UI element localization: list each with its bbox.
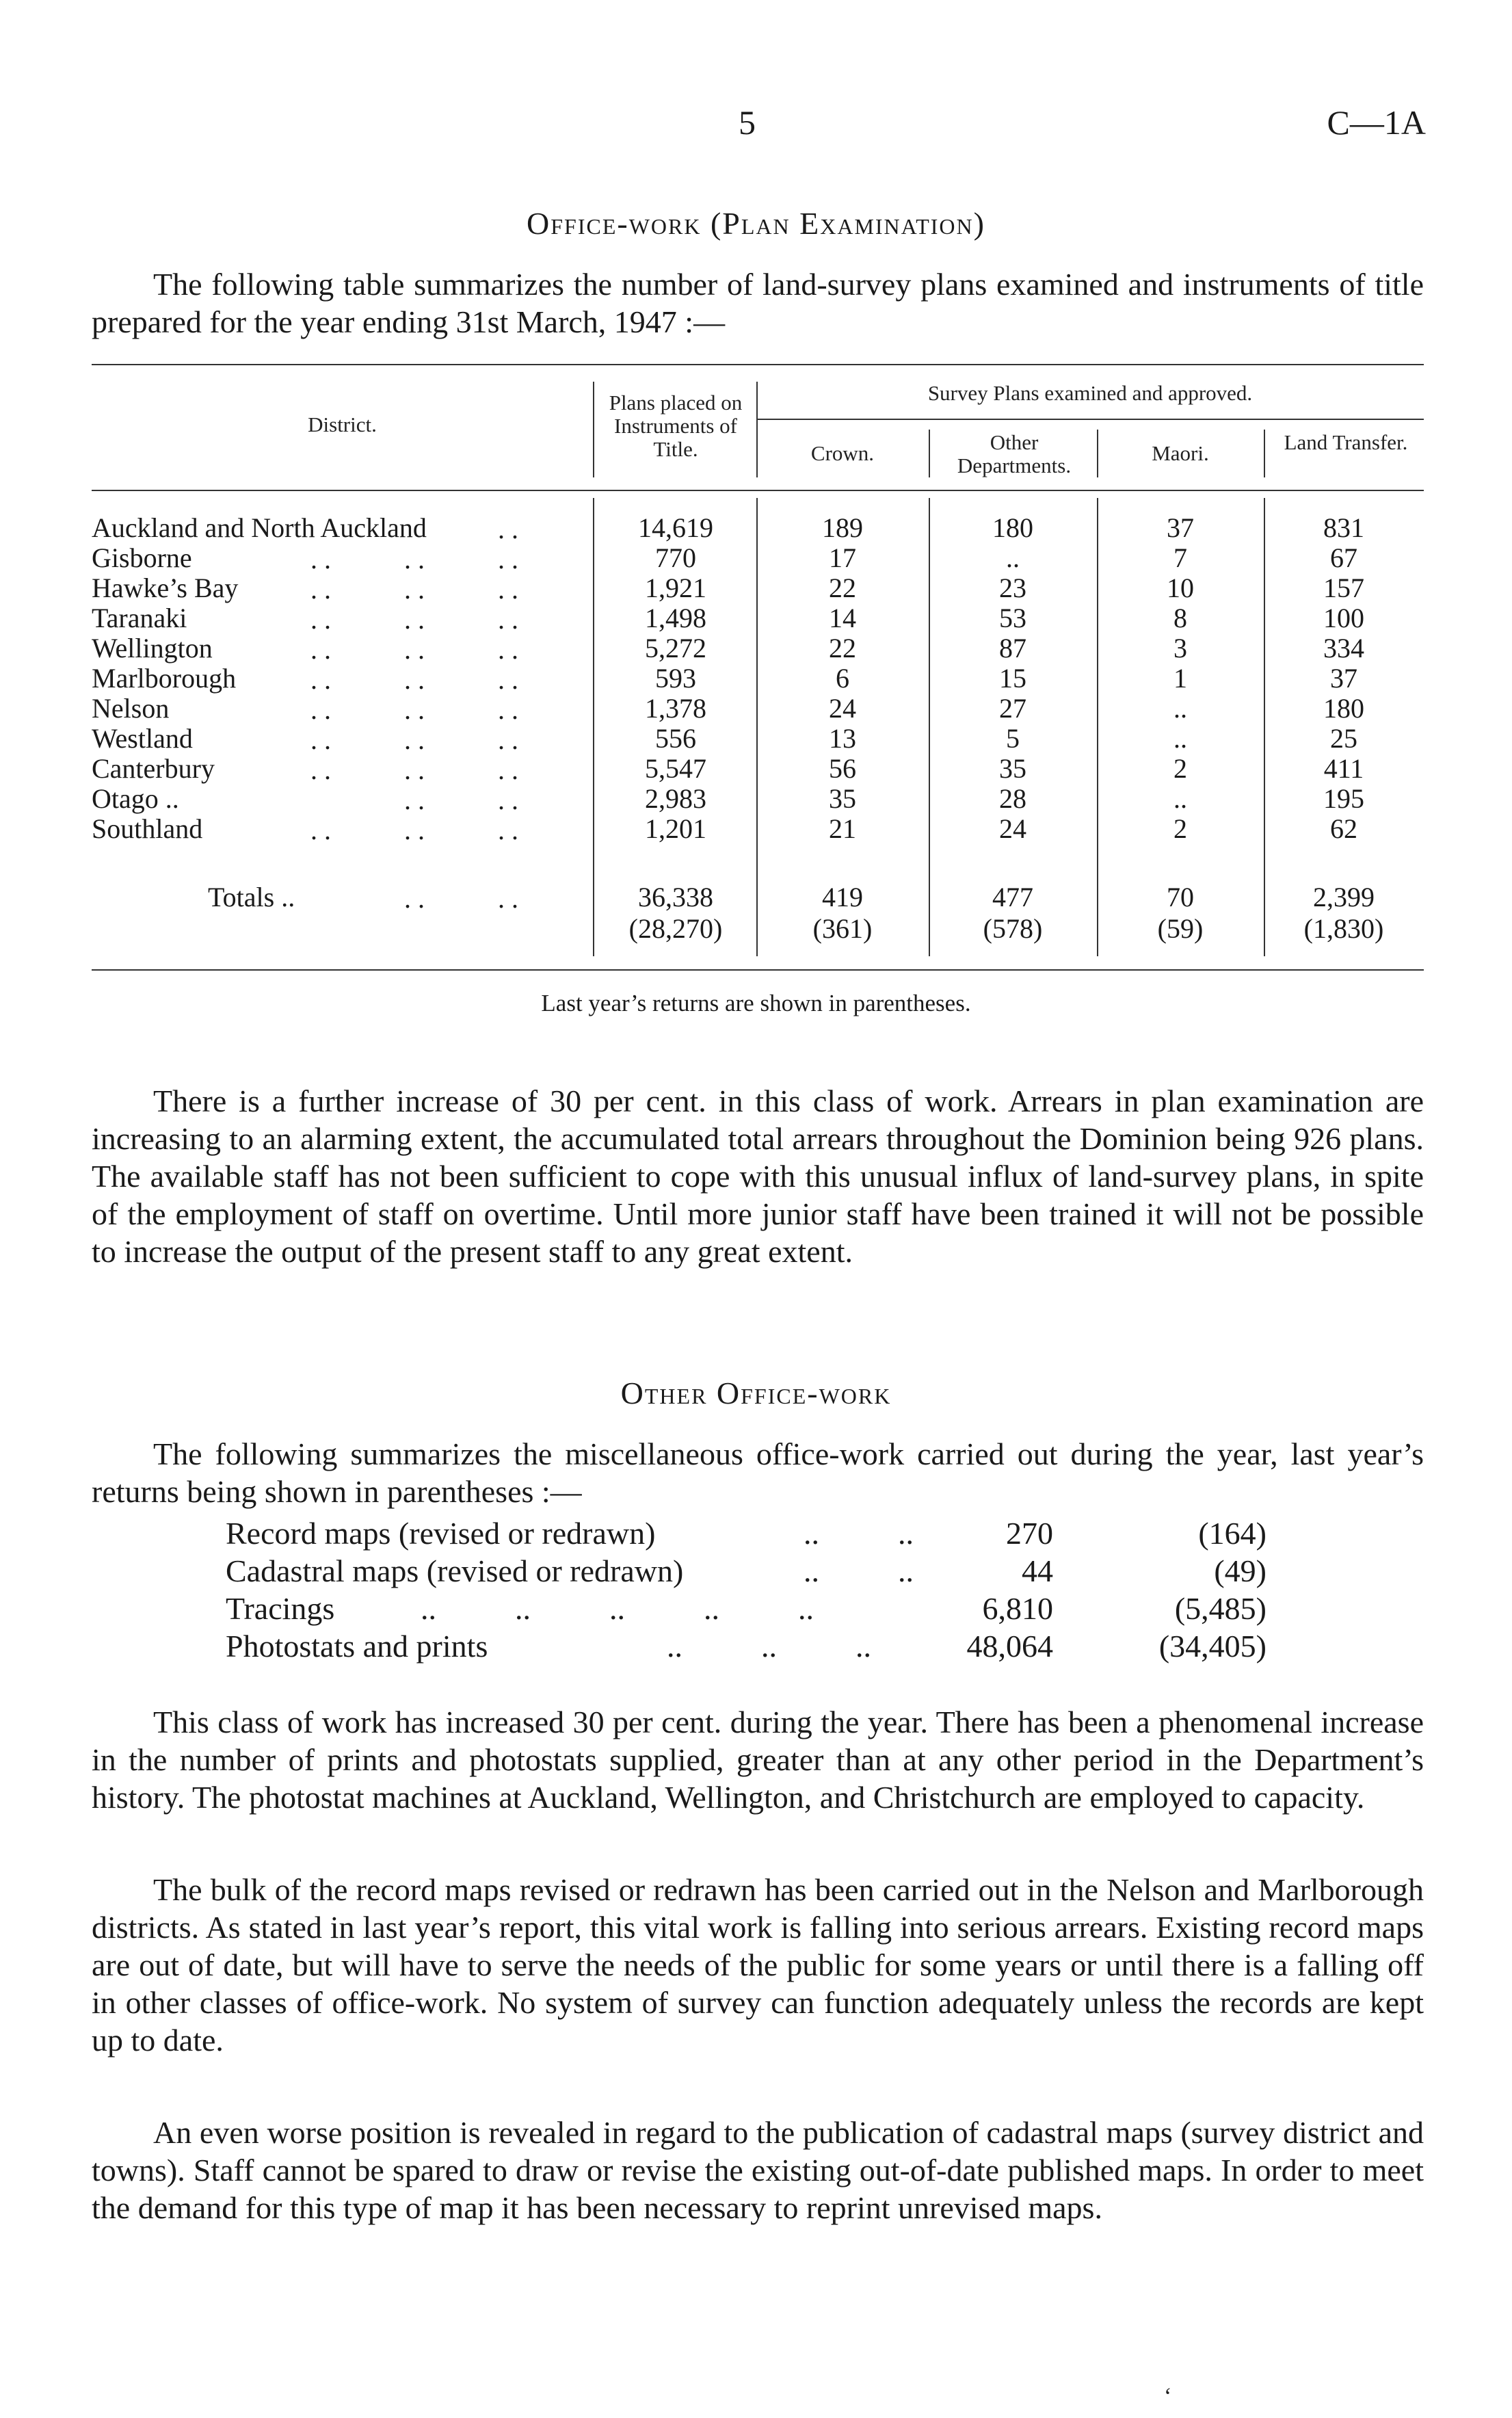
leader-dots-a: . . [310, 604, 331, 635]
summary-leader-dots: .. .. [804, 1553, 914, 1588]
office-work-summary [226, 1515, 1320, 1666]
leader-dots-a: . . [310, 574, 331, 605]
leader-dots-c: . . [498, 544, 518, 575]
cell-crown: 13 [829, 723, 856, 754]
district-name: Canterbury [92, 753, 215, 784]
col-rule-1-body [593, 498, 594, 956]
cell-crown: 56 [829, 753, 856, 784]
cell-land-transfer: 180 [1323, 693, 1364, 724]
header-land-transfer: Land Transfer. [1284, 430, 1408, 454]
cell-land-transfer: 334 [1323, 633, 1364, 663]
cell-crown: 21 [829, 813, 856, 844]
totals-label: Totals .. [208, 882, 295, 912]
header-crown: Crown. [810, 441, 875, 465]
cell-plans: 770 [655, 542, 696, 573]
leader-dots-c: . . [498, 785, 518, 815]
cell-other: 15 [999, 663, 1026, 694]
table-bottom-rule [92, 969, 1424, 971]
previous-total-other: (578) [983, 913, 1043, 944]
total-maori: 70 [1167, 882, 1194, 912]
paragraph-arrears: There is a further increase of 30 per cent. in this class of work. Arrears in plan examination are increasing to an alarming extent, the accumulated total arrears throughout the Dominion being 926 plans. The available staff has not been sufficient to cope with this unusual influx of land-survey plans, in spite of the employment of staff on overtime. Until more junior staff have been trained it will not be possible to increase the output of the present staff to any great extent. [92, 1083, 1424, 1269]
summary-value: 270 [1006, 1516, 1053, 1551]
summary-value: 6,810 [982, 1591, 1053, 1626]
cell-land-transfer: 157 [1323, 573, 1364, 603]
cell-crown: 189 [822, 512, 863, 543]
cell-plans: 1,921 [645, 573, 706, 603]
cell-land-transfer: 62 [1330, 813, 1357, 844]
leader-dots-a: . . [310, 664, 331, 695]
section-title-other-office-work: Other Office-work [620, 1376, 892, 1410]
col-rule-5-header [1264, 430, 1265, 477]
previous-total-crown: (361) [812, 913, 873, 944]
district-name: Gisborne [92, 542, 192, 573]
district-name: Taranaki [92, 603, 187, 633]
header-other-departments: Other Departments. [957, 430, 1072, 477]
cell-maori: 2 [1173, 813, 1187, 844]
cell-other: 87 [999, 633, 1026, 663]
leader-dots-b: . . [404, 694, 425, 725]
cell-plans: 1,498 [645, 603, 706, 633]
summary-row [226, 1553, 1320, 1590]
table-header-rule [92, 490, 1424, 491]
cell-maori: .. [1173, 693, 1187, 724]
summary-list [226, 1515, 1320, 1666]
header-plans-placed: Plans placed on Instruments of Title. [609, 391, 743, 461]
paragraph-photostats: This class of work has increased 30 per cent. during the year. There has been a phenomenal increase in the number of prints and photostats supplied, greater than at any other period in the Department’s history. The photostat machines at Auckland, Wellington, and Christchurch are employed to capacity. [92, 1705, 1424, 1815]
leader-dots-a: . . [310, 544, 331, 575]
cell-plans: 1,378 [645, 693, 706, 724]
district-name: Marlborough [92, 663, 237, 694]
cell-maori: 2 [1173, 753, 1187, 784]
cell-plans: 556 [655, 723, 696, 754]
section1-intro: The following table summarizes the number of land-survey plans examined and instruments of title prepared for the year ending 31st March, 1947 :— [92, 267, 1424, 339]
leader-dots-b: . . [404, 604, 425, 635]
district-name: Wellington [92, 633, 213, 663]
cell-crown: 6 [836, 663, 849, 694]
summary-leader-dots: .. .. .. [667, 1629, 871, 1664]
leader-dots-a: . . [310, 634, 331, 665]
cell-maori: 10 [1167, 573, 1194, 603]
cell-crown: 22 [829, 573, 856, 603]
leader-dots-b: . . [404, 664, 425, 695]
summary-row [226, 1515, 1320, 1553]
total-other: 477 [992, 882, 1033, 912]
paragraph-record-maps: The bulk of the record maps revised or redrawn has been carried out in the Nelson and Marlborough districts. As stated in last year’s report, this vital work is falling into serious arrears. Existing record maps are out of date, but will have to serve the needs of the public for some years or until there is a falling off in other classes of office-work. No system of survey can function adequately unless the records are kept up to date. [92, 1872, 1424, 2058]
leader-dots-b: . . [404, 785, 425, 815]
leader-dots-a: . . [310, 724, 331, 755]
summary-previous-value: (34,405) [1158, 1629, 1266, 1664]
cell-land-transfer: 831 [1323, 512, 1364, 543]
cell-plans: 2,983 [645, 783, 706, 814]
cell-land-transfer: 67 [1330, 542, 1357, 573]
leader-dots-c: . . [498, 815, 518, 845]
leader-dots-c: . . [498, 664, 518, 695]
leader-dots-a: . . [310, 815, 331, 845]
cell-other: 23 [999, 573, 1026, 603]
cell-maori: .. [1173, 783, 1187, 814]
cell-land-transfer: 195 [1323, 783, 1364, 814]
leader-dots-c: . . [498, 724, 518, 755]
district-name: Westland [92, 723, 193, 754]
cell-other: 180 [992, 512, 1033, 543]
leader-dots: . . [498, 514, 518, 544]
cell-plans: 593 [655, 663, 696, 694]
leader-dots-b: . . [404, 574, 425, 605]
cell-crown: 17 [829, 542, 856, 573]
cell-maori: .. [1173, 723, 1187, 754]
cell-other: 53 [999, 603, 1026, 633]
col-rule-3-header [929, 430, 930, 477]
summary-leader-dots: .. .. [804, 1516, 914, 1551]
leader-dots-a: . . [310, 754, 331, 785]
series-code: C—1A [1327, 103, 1426, 142]
summary-label: Tracings [226, 1591, 335, 1626]
header-survey-group: Survey Plans examined and approved. [927, 381, 1253, 405]
summary-value: 44 [1022, 1553, 1053, 1588]
totals-dots-b: . . [498, 883, 518, 914]
summary-previous-value: (5,485) [1174, 1591, 1266, 1626]
total-land-transfer: 2,399 [1313, 882, 1375, 912]
leader-dots-c: . . [498, 634, 518, 665]
paragraph-cadastral-maps: An even worse position is revealed in regard to the publication of cadastral maps (survey district and towns). Staff cannot be spared to draw or revise the existing out-of-date published maps. In order to meet the demand for this type of map it has been necessary to reprint unrevised maps. [92, 2115, 1424, 2225]
cell-other: .. [1006, 542, 1020, 573]
cell-land-transfer: 411 [1323, 753, 1364, 784]
footer-mark: ‘ [1164, 2384, 1172, 2409]
previous-total-land-transfer: (1,830) [1303, 913, 1384, 944]
cell-other: 27 [999, 693, 1026, 724]
section-title-plan-examination: Office-work (Plan Examination) [527, 206, 985, 241]
plan-examination-table [92, 363, 1424, 978]
summary-label: Photostats and prints [226, 1629, 488, 1664]
cell-land-transfer: 100 [1323, 603, 1364, 633]
cell-crown: 35 [829, 783, 856, 814]
summary-label: Cadastral maps (revised or redrawn) [226, 1553, 684, 1588]
header-maori: Maori. [1152, 441, 1209, 465]
summary-label: Record maps (revised or redrawn) [226, 1516, 656, 1551]
summary-previous-value: (164) [1198, 1516, 1266, 1551]
cell-other: 35 [999, 753, 1026, 784]
summary-row [226, 1628, 1320, 1666]
leader-dots-b: . . [404, 634, 425, 665]
leader-dots-b: . . [404, 544, 425, 575]
district-name: Nelson [92, 693, 170, 724]
previous-total-plans: (28,270) [628, 913, 723, 944]
cell-plans: 5,272 [645, 633, 706, 663]
cell-maori: 3 [1173, 633, 1187, 663]
cell-maori: 1 [1173, 663, 1187, 694]
table-note: Last year’s returns are shown in parentheses. [541, 990, 971, 1016]
summary-row [226, 1590, 1320, 1628]
previous-total-maori: (59) [1157, 913, 1204, 944]
header-district: District. [308, 412, 377, 436]
district-name: Auckland and North Auckland [92, 512, 427, 543]
leader-dots-c: . . [498, 754, 518, 785]
page-number: 5 [739, 103, 756, 142]
totals-dots-a: . . [404, 883, 425, 914]
district-name: Southland [92, 813, 203, 844]
leader-dots-b: . . [404, 815, 425, 845]
cell-crown: 14 [829, 603, 856, 633]
cell-plans: 14,619 [638, 512, 713, 543]
total-plans: 36,338 [638, 882, 713, 912]
survey-group-rule [756, 419, 1424, 420]
cell-plans: 5,547 [645, 753, 706, 784]
col-rule-1-header [593, 382, 594, 477]
cell-maori: 8 [1173, 603, 1187, 633]
cell-maori: 7 [1173, 542, 1187, 573]
cell-crown: 24 [829, 693, 856, 724]
cell-other: 5 [1006, 723, 1020, 754]
cell-plans: 1,201 [645, 813, 706, 844]
table-top-rule [92, 364, 1424, 365]
leader-dots-a: . . [310, 694, 331, 725]
summary-leader-dots: .. .. .. .. .. [421, 1591, 814, 1626]
section2-intro: The following summarizes the miscellaneous office-work carried out during the year, last year’s returns being shown in parentheses :— [92, 1436, 1424, 1509]
cell-land-transfer: 25 [1330, 723, 1357, 754]
summary-value: 48,064 [966, 1629, 1053, 1664]
cell-other: 24 [999, 813, 1026, 844]
cell-maori: 37 [1167, 512, 1194, 543]
leader-dots-c: . . [498, 604, 518, 635]
district-name: Hawke’s Bay [92, 573, 239, 603]
leader-dots-c: . . [498, 694, 518, 725]
leader-dots-c: . . [498, 574, 518, 605]
summary-previous-value: (49) [1214, 1553, 1266, 1588]
cell-crown: 22 [829, 633, 856, 663]
district-name: Otago .. [92, 783, 179, 814]
total-crown: 419 [822, 882, 863, 912]
leader-dots-b: . . [404, 754, 425, 785]
leader-dots-b: . . [404, 724, 425, 755]
cell-other: 28 [999, 783, 1026, 814]
cell-land-transfer: 37 [1330, 663, 1357, 694]
